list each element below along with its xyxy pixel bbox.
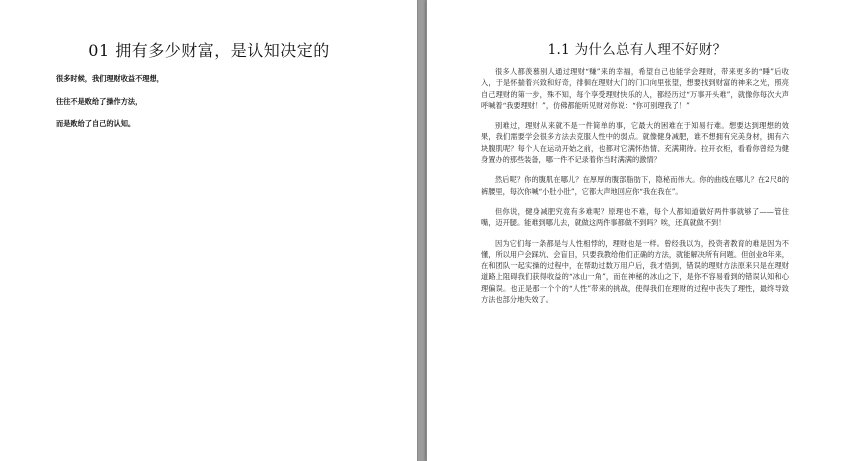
body-paragraph: 但你说，健身减肥究竟有多难呢？原理也不难，每个人都知道做好两件事就够了——管住嘴，迈开腿。能难到哪儿去，就做这两件事都做不到吗？唉，还真就做不到！ [481,206,789,228]
chapter-title: 01 拥有多少财富，是认知决定的 [88,41,330,60]
chapter-intro [56,74,376,142]
body-paragraph: 很多人都羡慕别人通过理财“赚”来的幸福，希望自己也能学会理财，带来更多的“睡”后收入，于是怀揣着兴致和好奇，徘徊在理财大门的门口向里张望，想要找到财富的神来之光，照亮自己理财的第一步，殊不知，每个享受理财快乐的人，都经历过“万事开头难”，就像你每次大声呼喊着“我要理财！”，仿佛都能听见财对你说：“你可别理我了！” [481,67,789,110]
section-title: 1.1 为什么总有人理不好财？ [547,42,727,58]
intro-line: 很多时候，我们理财收益不理想， [56,74,164,83]
left-page [0,0,418,461]
right-page [426,0,846,461]
intro-line: 往往不是败给了操作方法， [56,96,143,106]
body-paragraph: 因为它们每一条都是与人性相悖的，理财也是一样。曾经我以为，投资者教育的难是因为不懂，所以用户会踩坑、会盲目，只要我教给他们正确的方法，就能解决所有问题。但创业8年来，在和团队一起实操的过程中，在帮助过数万用户后，我才悟到，错误的理财方法原来只是在理财道路上阻碍我们获得收益的“冰山一角”，而在神秘的冰山之下，是你不容易看到的错误认知和心理偏误。也正是那一个个的“人性”带来的挑战，使得我们在理财的过程中丧失了理性，最终导致方法也部分地失效了。 [481,238,789,305]
section-body [481,66,789,314]
intro-line: 而是败给了自己的认知。 [56,119,136,128]
body-paragraph: 别难过，理财从来就不是一件简单的事，它最大的困难在于知易行难。想要达到理想的效果，我们需要学会很多方法去克服人性中的弱点。就像健身减肥，谁不想拥有完美身材，拥有六块腹肌呢？每个人在运动开始之前，也都对它满怀热情、充满期待。拉开衣柜，看看你曾经为健身置办的那些装备，哪一件不记录着你当时满满的激情？ [481,121,789,165]
page-gutter [418,0,426,461]
body-paragraph: 然后呢？你的腹肌在哪儿？在厚厚的腹部脂肪下，隐秘而伟大。你的曲线在哪儿？在2尺8的裤腰里，每次你喊“小肚小肚”，它都大声地回应你“我在我在”。 [481,175,789,196]
